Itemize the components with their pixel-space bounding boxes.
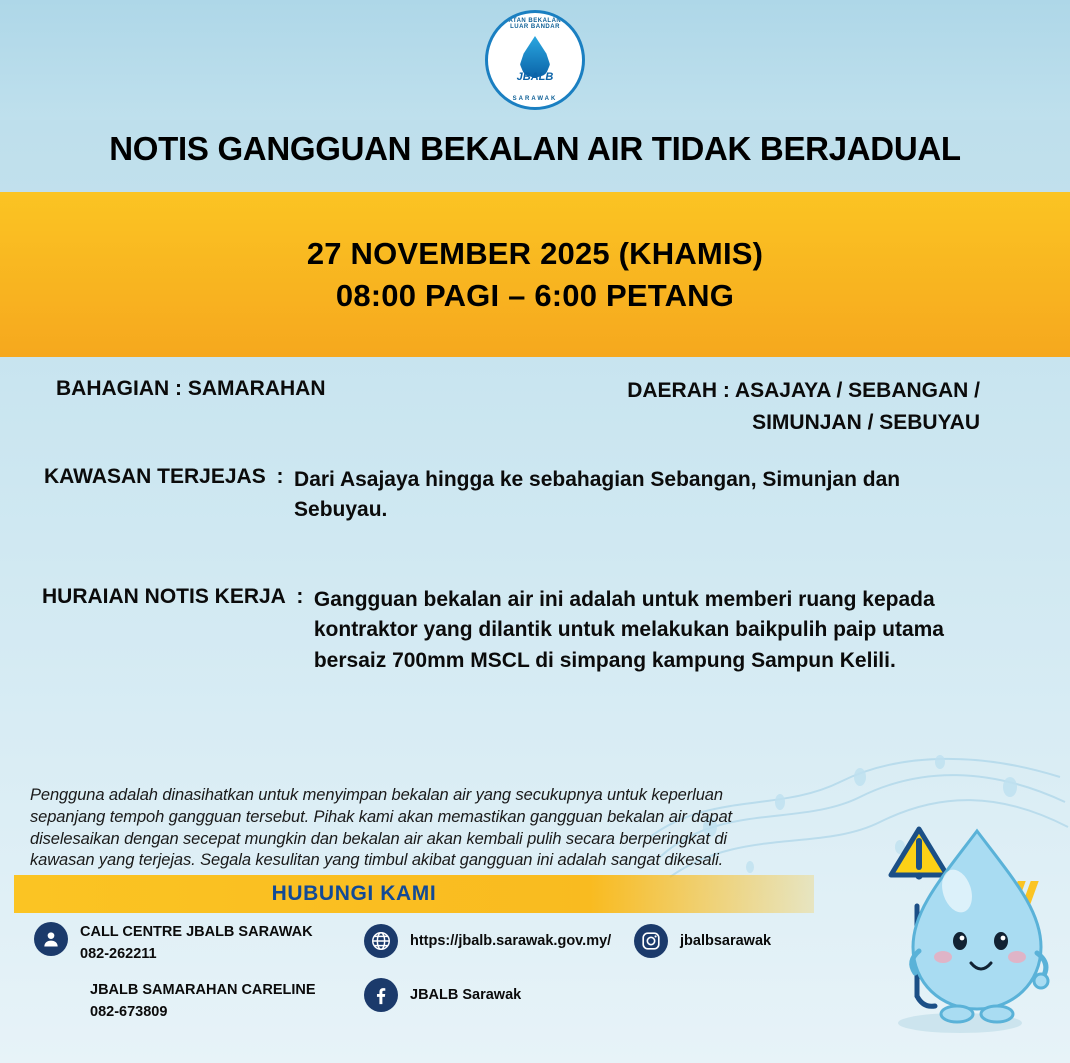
field-kawasan-label: KAWASAN TERJEJAS xyxy=(44,465,266,488)
body-area xyxy=(0,357,1070,1063)
slash-decoration xyxy=(1000,881,1034,907)
field-kawasan-colon: : xyxy=(276,465,284,488)
facebook-handle[interactable]: JBALB Sarawak xyxy=(410,987,522,1003)
field-huraian-notis-kerja xyxy=(42,585,960,676)
person-icon xyxy=(34,922,68,956)
contact-call-centre xyxy=(34,922,313,966)
website-url[interactable]: https://jbalb.sarawak.gov.my/ xyxy=(410,933,612,949)
contact-heading-band xyxy=(14,875,814,913)
field-huraian-colon: : xyxy=(296,585,304,608)
careline-phone[interactable]: 082-673809 xyxy=(90,1003,168,1020)
date-time-band xyxy=(0,192,1070,357)
facebook-icon xyxy=(364,978,398,1012)
logo-circle xyxy=(485,10,585,110)
bahagian-text: BAHAGIAN : SAMARAHAN xyxy=(56,377,326,400)
contact-heading-text: HUBUNGI KAMI xyxy=(271,882,437,905)
call-centre-title: CALL CENTRE JBALB SARAWAK xyxy=(80,924,313,940)
logo-ring-bottom-text: SARAWAK xyxy=(512,96,558,102)
globe-icon xyxy=(364,924,398,958)
notice-date: 27 NOVEMBER 2025 (KHAMIS) xyxy=(306,235,764,271)
contact-facebook[interactable] xyxy=(364,978,521,1012)
call-centre-phone[interactable]: 082-262211 xyxy=(80,945,157,962)
instagram-handle[interactable]: jbalbsarawak xyxy=(680,933,772,949)
page-title-text: NOTIS GANGGUAN BEKALAN AIR TIDAK BERJADUAL xyxy=(109,130,961,167)
field-kawasan-terjejas xyxy=(44,465,990,526)
contact-website[interactable] xyxy=(364,924,611,958)
careline-title: JBALB SAMARAHAN CARELINE xyxy=(90,982,316,998)
contact-careline xyxy=(90,980,316,1024)
warning-triangle-icon xyxy=(891,829,947,880)
jbalb-logo xyxy=(485,10,585,110)
logo-ring-top-text: JABATAN BEKALAN AIR LUAR BANDAR xyxy=(494,18,576,30)
field-huraian-value: Gangguan bekalan air ini adalah untuk memberi ruang kepada kontraktor yang dilantik untuk melakukan baikpulih paip utama bersaiz 700mm MSCL di simpang kampung Sampun Kelili. xyxy=(313,588,944,672)
notice-time: 08:00 PAGI – 6:00 PETANG xyxy=(335,277,735,313)
page-title xyxy=(0,125,1070,181)
logo-name-text: JBALB xyxy=(516,71,554,83)
disclaimer-text: Pengguna adalah dinasihatkan untuk menyimpan bekalan air yang secukupnya untuk keperluan sepanjang tempoh gangguan tersebut. Pihak kami akan memastikan gangguan bekalan air dapat diselesaikan dengan secepat mungkin dan bekalan air akan kembali pulih secara berperingkat di kawasan yang terjejas. Segala kesulitan yang timbul akibat gangguan ini adalah sangat dikesali. xyxy=(30,786,733,870)
daerah-text: DAERAH : ASAJAYA / SEBANGAN / SIMUNJAN / SEBUYAU xyxy=(627,379,980,434)
contact-list xyxy=(24,922,1070,1063)
field-huraian-label: HURAIAN NOTIS KERJA xyxy=(42,585,286,608)
field-kawasan-value: Dari Asajaya hingga ke sebahagian Sebangan, Simunjan dan Sebuyau. xyxy=(294,468,901,522)
contact-instagram[interactable] xyxy=(634,924,771,958)
instagram-icon xyxy=(634,924,668,958)
